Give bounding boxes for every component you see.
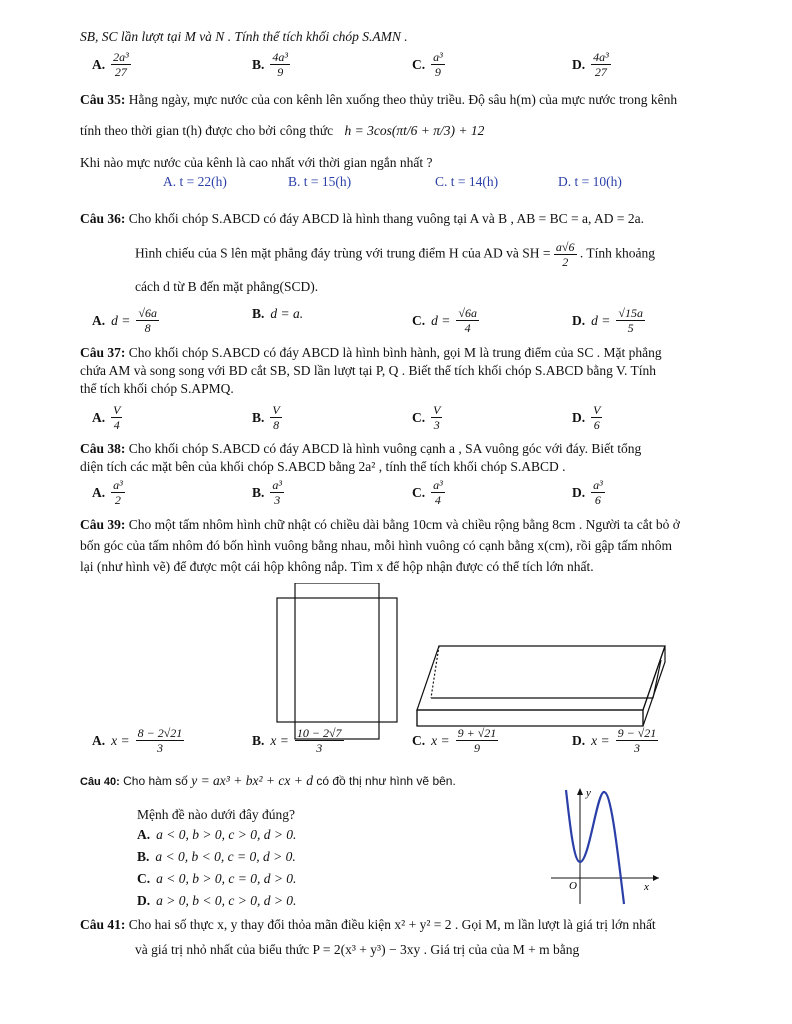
q41-text1: Cho hai số thực x, y thay đổi thỏa mãn điều kiện x² + y² = 2 . Gọi M, m lần lượt là giá trị lớn nhất <box>128 917 656 932</box>
option-fraction <box>136 306 159 335</box>
option-fraction <box>295 726 344 755</box>
option-numerator: V <box>272 403 280 417</box>
option-numerator: a³ <box>113 478 123 492</box>
option-fraction <box>616 726 659 755</box>
option-denominator: 27 <box>114 65 127 79</box>
option-label: D. <box>572 732 586 748</box>
q36opts-option-d <box>572 306 645 335</box>
q35-line1 <box>80 91 677 109</box>
option-prefix: d = <box>591 312 611 328</box>
q40-option-c <box>137 870 296 888</box>
option-denominator: 8 <box>144 321 151 335</box>
option-fraction <box>136 726 185 755</box>
q37-head: Câu 37: <box>80 345 126 360</box>
q36-sh-num: a√6 <box>555 240 575 254</box>
box-hidden-edge <box>431 646 439 698</box>
q35-text3: Khi nào mực nước của kênh là cao nhất với thời gian ngắn nhất ? <box>80 155 433 170</box>
option-label: B. <box>137 849 150 864</box>
y-axis-arrow <box>577 788 583 795</box>
q35-formula: h = 3cos(πt/6 + π/3) + 12 <box>344 123 485 138</box>
option-fraction <box>270 403 281 432</box>
q36opts-option-c <box>412 306 479 335</box>
q36-line1 <box>80 210 644 228</box>
option-prefix: d = <box>431 312 451 328</box>
q39opts-option-c <box>412 726 498 755</box>
q40-graph <box>545 786 665 906</box>
option-numerator: √6a <box>458 306 477 320</box>
option-prefix: x = <box>270 732 289 748</box>
q37opts-option-c <box>412 403 442 432</box>
option-denominator: 9 <box>473 741 480 755</box>
q36-head: Câu 36: <box>80 211 126 226</box>
option-label: D. <box>137 893 151 908</box>
option-text: a < 0, b > 0, c > 0, d > 0. <box>156 827 297 842</box>
q38-line1 <box>80 440 641 458</box>
option-label: D. <box>572 312 586 328</box>
q38-text1: Cho khối chóp S.ABCD có đáy ABCD là hình vuông cạnh a , SA vuông góc với đáy. Biết tổng <box>128 441 642 456</box>
q39opts-option-d <box>572 726 658 755</box>
option-label: C. <box>412 732 426 748</box>
q39-head: Câu 39: <box>80 517 126 532</box>
q39-flat-sheet-figure <box>275 583 400 743</box>
option-label: B. <box>252 409 265 425</box>
option-text: a < 0, b < 0, c = 0, d > 0. <box>155 849 296 864</box>
q36opts-option-b <box>252 306 303 322</box>
option-fraction <box>591 478 605 507</box>
q38opts-option-a <box>92 478 125 507</box>
option-label: B. <box>252 56 265 72</box>
option-denominator: 5 <box>627 321 634 335</box>
option-denominator: 3 <box>274 493 281 507</box>
option-label: A. <box>92 56 106 72</box>
option-numerator: V <box>433 403 441 417</box>
sheet-vertical-strip <box>295 583 379 739</box>
q41-head: Câu 41: <box>80 917 126 932</box>
q38-head: Câu 38: <box>80 441 126 456</box>
option-fraction <box>270 50 290 79</box>
option-fraction <box>431 478 445 507</box>
option-denominator: 3 <box>433 418 440 432</box>
x-axis-label: x <box>644 881 649 893</box>
y-axis-label: y <box>586 787 591 799</box>
option-label: C. <box>412 484 426 500</box>
q39-box-figure <box>413 640 673 740</box>
q36-sh-den: 2 <box>562 255 569 269</box>
q36-text2b: . Tính khoảng <box>579 245 656 261</box>
q40-line1 <box>80 772 456 791</box>
option-fraction <box>111 403 122 432</box>
option-numerator: a³ <box>433 478 443 492</box>
option-label: C. <box>412 312 426 328</box>
option-fraction <box>111 50 131 79</box>
option-prefix: x = <box>431 732 450 748</box>
option-prefix: d = <box>111 312 131 328</box>
option-fraction <box>111 478 125 507</box>
option-numerator: 9 − √21 <box>617 726 657 740</box>
q37-text2: chứa AM và song song với BD cắt SB, SD lần lượt tại P, Q . Biết thể tích khối chóp S.ABCD bằng V. Tính <box>80 363 657 378</box>
q36-text2a: Hình chiếu của S lên mặt phẳng đáy trùng với trung điểm H của AD và SH = <box>135 245 551 261</box>
option-prefix: x = <box>591 732 610 748</box>
q37opts-option-a <box>92 403 122 432</box>
option-fraction <box>270 478 284 507</box>
origin-label: O <box>569 880 577 892</box>
option-denominator: 27 <box>594 65 607 79</box>
box-front-wall <box>417 710 643 726</box>
option-text: a < 0, b > 0, c = 0, d > 0. <box>156 871 297 886</box>
q36-text3: cách d từ B đến mặt phẳng(SCD). <box>135 279 319 294</box>
q34opts-option-d <box>572 50 611 79</box>
q40-question: Mệnh đề nào dưới đây đúng? <box>137 807 296 822</box>
option-denominator: 3 <box>316 741 323 755</box>
q35-head: Câu 35: <box>80 92 126 107</box>
q37opts-option-b <box>252 403 282 432</box>
option-numerator: a³ <box>593 478 603 492</box>
q40-formula: y = ax³ + bx² + cx + d <box>191 773 313 788</box>
option-label: D. <box>572 56 586 72</box>
q36-sh-fraction <box>554 240 577 269</box>
option-denominator: 4 <box>113 418 120 432</box>
q35-line2 <box>80 122 484 140</box>
q39-text1: Cho một tấm nhôm hình chữ nhật có chiều dài bằng 10cm và chiều rộng bằng 8cm . Người ta cắt bỏ ở <box>128 517 680 532</box>
option-fraction <box>591 50 611 79</box>
option-denominator: 9 <box>434 65 441 79</box>
option-label: B. <box>252 732 265 748</box>
q40-text1b: có đồ thị như hình vẽ bên. <box>316 774 456 788</box>
q39-text3: lại (như hình vẽ) để được một cái hộp không nắp. Tìm x để hộp nhận được có thể tích lớn nhất. <box>80 559 594 574</box>
q34opts-option-b <box>252 50 290 79</box>
option-label: A. <box>92 484 106 500</box>
option-label: A. <box>92 409 106 425</box>
q39-line1 <box>80 516 680 534</box>
option-fraction <box>616 306 645 335</box>
option-numerator: 8 − 2√21 <box>137 726 183 740</box>
q35-text1: Hằng ngày, mực nước của con kênh lên xuống theo thủy triều. Độ sâu h(m) của mực nước trong kênh <box>128 92 678 107</box>
option-denominator: 4 <box>464 321 471 335</box>
q35-option-b: B. t = 15(h) <box>288 174 352 189</box>
q37-line1 <box>80 344 662 362</box>
q40-head: Câu 40: <box>80 776 120 788</box>
option-numerator: √15a <box>618 306 643 320</box>
q36-text1: Cho khối chóp S.ABCD có đáy ABCD là hình thang vuông tại A và B , AB = BC = a, AD = 2a. <box>128 211 644 226</box>
option-numerator: a³ <box>433 50 443 64</box>
option-label: A. <box>92 732 106 748</box>
option-label: D. <box>572 484 586 500</box>
option-fraction <box>431 403 442 432</box>
box-inner-bottom <box>431 660 661 698</box>
option-numerator: 4a³ <box>272 50 288 64</box>
option-label: C. <box>137 871 151 886</box>
q38opts-option-d <box>572 478 605 507</box>
q37-text1: Cho khối chóp S.ABCD có đáy ABCD là hình bình hành, gọi M là trung điểm của SC . Mặt phẳng <box>128 345 662 360</box>
option-label: C. <box>412 409 426 425</box>
option-label: C. <box>412 56 426 72</box>
option-denominator: 3 <box>156 741 163 755</box>
box-top-rim <box>417 646 665 710</box>
option-fraction <box>591 403 602 432</box>
option-denominator: 2 <box>114 493 121 507</box>
option-numerator: √6a <box>138 306 157 320</box>
q39opts-option-b <box>252 726 344 755</box>
q34opts-option-c <box>412 50 445 79</box>
q34-tail-text: SB, SC lần lượt tại M và N . Tính thể tích khối chóp S.AMN . <box>80 29 408 44</box>
q39opts-option-a <box>92 726 184 755</box>
q38-text2: diện tích các mặt bên của khối chóp S.ABCD bằng 2a² , tính thể tích khối chóp S.ABCD . <box>80 459 566 474</box>
q37-text3: thể tích khối chóp S.APMQ. <box>80 381 234 396</box>
q38opts-option-c <box>412 478 445 507</box>
option-label: B. <box>252 306 265 321</box>
option-denominator: 4 <box>434 493 441 507</box>
option-numerator: a³ <box>272 478 282 492</box>
q40-option-d <box>137 892 296 910</box>
option-prefix: d = a. <box>270 306 304 321</box>
q40-text1a: Cho hàm số <box>123 774 188 788</box>
option-denominator: 8 <box>273 418 280 432</box>
option-fraction <box>456 306 479 335</box>
q35-option-a: A. t = 22(h) <box>163 174 227 189</box>
q36opts-option-a <box>92 306 159 335</box>
q34opts-option-a <box>92 50 131 79</box>
option-label: A. <box>92 312 106 328</box>
q41-line1 <box>80 916 656 934</box>
option-numerator: 2a³ <box>113 50 129 64</box>
x-axis-arrow <box>653 875 659 881</box>
option-numerator: V <box>113 403 121 417</box>
option-text: a > 0, b < 0, c > 0, d > 0. <box>156 893 297 908</box>
q39-text2: bốn góc của tấm nhôm đó bốn hình vuông bằng nhau, mỗi hình vuông có cạnh bằng x(cm), rồi gập tấm nhôm <box>80 538 673 553</box>
option-numerator: 9 + √21 <box>457 726 497 740</box>
option-denominator: 9 <box>277 65 284 79</box>
option-denominator: 3 <box>633 741 640 755</box>
option-denominator: 6 <box>594 493 601 507</box>
q35-text2: tính theo thời gian t(h) được cho bởi công thức <box>80 123 334 138</box>
option-label: B. <box>252 484 265 500</box>
option-fraction <box>456 726 499 755</box>
q40-option-a <box>137 826 296 844</box>
option-label: D. <box>572 409 586 425</box>
q37opts-option-d <box>572 403 602 432</box>
box-side-wall <box>643 646 665 726</box>
option-label: A. <box>137 827 151 842</box>
q40-option-b <box>137 848 296 866</box>
option-denominator: 6 <box>593 418 600 432</box>
option-numerator: V <box>593 403 601 417</box>
option-numerator: 4a³ <box>593 50 609 64</box>
q35-option-c: C. t = 14(h) <box>435 174 499 189</box>
option-fraction <box>431 50 445 79</box>
q38opts-option-b <box>252 478 284 507</box>
q41-text2: và giá trị nhỏ nhất của biểu thức P = 2(x³ + y³) − 3xy . Giá trị của của M + m bằng <box>135 942 580 957</box>
option-prefix: x = <box>111 732 130 748</box>
q35-option-d: D. t = 10(h) <box>558 174 622 189</box>
q36-line2 <box>135 240 655 269</box>
option-numerator: 10 − 2√7 <box>296 726 342 740</box>
